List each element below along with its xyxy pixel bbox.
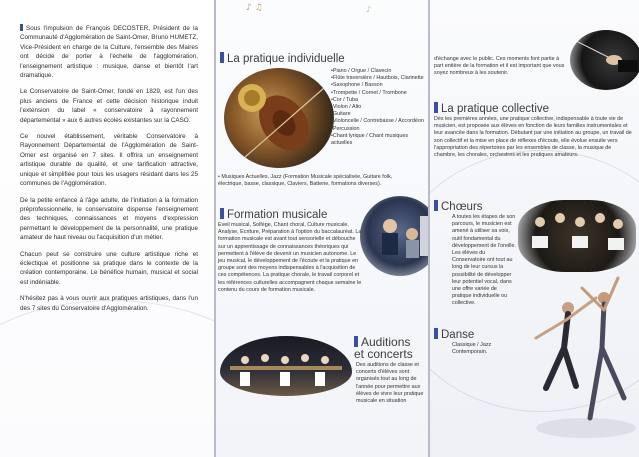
left-panel [0, 0, 214, 457]
intro-paragraph-2: Le Conservatoire de Saint-Omer, fondé en 1829, est l'un des plus anciens de France et cette décision historique induit l'extension du label « conservatoire à rayonnement départemental » aux 6 autres écoles existantes sur la CASO. [20, 88, 198, 124]
children-at-music-stand [360, 196, 428, 276]
formation-musicale-photo [360, 196, 428, 276]
music-notes-decoration [216, 0, 428, 20]
svg-text:♪ ♫: ♪ ♫ [246, 3, 263, 13]
musiques-actuelles-note: • Musiques Actuelles, Jazz (Formation Musicale spécialisée, Guitare folk, électrique, basse, classique, Claviers, Batterie, formations diverses). [218, 174, 393, 188]
list-item: • Trompette / Cornet / Trombone [331, 90, 426, 97]
pratique-individuelle-title: La pratique individuelle [220, 52, 345, 65]
intro-paragraph-3: Ce nouvel établissement, véritable Conservatoire à Rayonnement Départemental de l'Agglomération de Saint-Omer est organisé en 7 sites. Il offrira un enseignement artistique durable de qualité, et une tarification attractive, unique et simplifiée pour tous les usagers résidant dans les 25 communes de l'Agglomération. [20, 133, 198, 188]
intro-text [20, 24, 198, 320]
bullet-bar [20, 24, 23, 31]
list-item: • Violoncelle / Contrebasse / Accordéon [331, 118, 426, 125]
list-item: • Piano / Orgue / Clavecin [331, 68, 426, 75]
concert-photo [220, 336, 352, 396]
auditions-text: Des auditions de classe et concerts d'élèves sont organisés tout au long de l'année pour permettre aux élèves de vivre leur pratique musicale en situation [356, 362, 424, 405]
intro-paragraph-4: De la petite enfance à l'âge adulte, de l'initiation à la formation préprofessionnelle, le conservatoire dispense l'enseignement des techniques, connaissances et moyens d'expression permettant le développement de la personnalité, une pratique amateur de haut niveau ou l'acquisition d'un métier. [20, 196, 198, 242]
conductor-hands-photo [570, 30, 639, 90]
instrument-list [331, 68, 426, 147]
decorative-swirl [0, 300, 214, 457]
list-item: • Violon / Alto [331, 104, 426, 111]
instruments-photo [224, 68, 334, 168]
violin-and-trumpet-illustration [224, 68, 334, 168]
choir-singers [518, 200, 636, 272]
danse-title: Danse [434, 328, 474, 341]
intro-paragraph-6: N'hésitez pas à vous ouvrir aux pratiques artistiques, dans l'un des 7 sites du Conservatoire d'Agglomération. [20, 295, 198, 312]
middle-panel [216, 0, 428, 457]
list-item: • Guitare [331, 111, 426, 118]
orchestra-on-stage [220, 336, 352, 396]
right-panel [430, 0, 639, 457]
dancers-illustration [526, 268, 638, 444]
formation-musicale-title: Formation musicale [220, 208, 327, 221]
intro-paragraph-5: Chacun peut se construire une culture artistique riche et éclectique et positionne sa pratique dans le contexte de la création contemporaine. Le bénéfice humain, musical et social est indéniable. [20, 250, 198, 286]
svg-text:♪: ♪ [366, 5, 372, 14]
choeurs-title: Chœurs [434, 200, 483, 213]
list-item: • Saxophone / Basson [331, 82, 426, 89]
choeurs-text: A toutes les étapes de son parcours, le musicien est amené à utiliser sa voix, outil fondamental du développement de l'oreille. Les élèves du Conservatoire ont tout au long de leur cursus la possibilité de développer leur potentiel vocal, dans une offre variée de pratique individuelle ou collective. [452, 214, 516, 307]
auditions-title: Auditions et concerts [354, 335, 413, 361]
auditions-continued-text: d'échange avec le public. Ces moments font partie à part entière de la formation et il est important que vous soyez nombreux à les soutenir. [434, 56, 565, 77]
list-item: • Chant lyrique / Chant musiques actuelles [331, 133, 426, 147]
pratique-collective-text: Dès les premières années, une pratique collective, indispensable à toute vie de musicien, est proposée aux élèves en fonction de leurs familles instrumentales et leur avancée dans la formation. Débutant par une initiation au groupe, un travail de son collectif et la mise en place de réflexes d'écoute, elle évolue ensuite vers l'appropriation des répertoires par les ensembles de classe, la musique de chambre, les chorales, orchestres et les pratiques amateurs. [434, 116, 632, 159]
list-item: • Cor / Tuba [331, 97, 426, 104]
choir-photo [518, 200, 636, 272]
formation-musicale-text: Eveil musical, Solfège, Chant choral, Culture musicale, Analyse, Ecriture, Préparation à l'option du baccalauréat. La formation musicale est avant tout sensorielle et débouche sur un apprentissage de connaissances théoriques qui permettent à l'élève de devenir un musicien autonome. Le jeu musical, le développement de l'écoute et la pratique en groupe sont des moyens indispensables à l'acquisition de ces compétences. La pratique chorale, le travail corporel et les références culturelles accompagnent chaque semaine le contenu du cours de formation musicale. [218, 222, 362, 293]
list-item: • Flûte traversière / Hautbois, Clarinette [331, 75, 426, 82]
conductor-baton [570, 30, 639, 90]
pratique-collective-title: La pratique collective [434, 102, 549, 115]
danse-text: Classique / Jazz Contemporain. [452, 342, 492, 356]
intro-paragraph-1: Sous l'impulsion de François DECOSTER, Président de la Communauté d'Agglomération de Saint-Omer, Bruno HUMETZ, Vice-Président en charge de la Culture, l'ensemble des Maires ont décidé de porter à l'échelle de l'agglomération, l'enseignement artistique : musique, danse et bientôt l'art dramatique. [20, 25, 198, 80]
list-item: • Percussion [331, 126, 426, 133]
